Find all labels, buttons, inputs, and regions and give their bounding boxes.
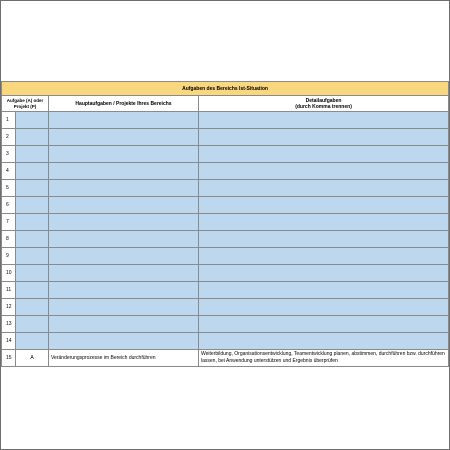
- main-task-cell[interactable]: [49, 231, 199, 248]
- row-number: 11: [2, 282, 16, 299]
- task-type-cell[interactable]: [16, 231, 49, 248]
- header-row: [2, 96, 449, 112]
- detail-task-cell[interactable]: Weiterbildung, Organisationsentwicklung, Teamentwicklung planen, abstimmen, durchführen bzw. durchführen lassen, bei Anwendung unterstützen und Ergebnis überprüfen: [199, 350, 449, 367]
- table-row: [2, 214, 449, 231]
- detail-task-cell[interactable]: [199, 112, 449, 129]
- task-type-cell[interactable]: [16, 282, 49, 299]
- table-row: [2, 316, 449, 333]
- table-row: [2, 248, 449, 265]
- table-row: [2, 197, 449, 214]
- task-type-cell[interactable]: [16, 299, 49, 316]
- detail-task-cell[interactable]: [199, 129, 449, 146]
- detail-task-cell[interactable]: [199, 197, 449, 214]
- detail-task-cell[interactable]: [199, 299, 449, 316]
- main-task-cell[interactable]: [49, 282, 199, 299]
- task-type-cell[interactable]: [16, 316, 49, 333]
- table-row: [2, 146, 449, 163]
- detail-task-cell[interactable]: [199, 282, 449, 299]
- task-type-cell[interactable]: [16, 248, 49, 265]
- header-task-type: Aufgabe (A) oder Projekt (P): [2, 96, 49, 112]
- task-type-cell[interactable]: [16, 214, 49, 231]
- table-row: [2, 129, 449, 146]
- detail-task-cell[interactable]: [199, 248, 449, 265]
- main-task-cell[interactable]: [49, 299, 199, 316]
- main-task-cell[interactable]: [49, 129, 199, 146]
- header-main-tasks: Hauptaufgaben / Projekte Ihres Bereichs: [49, 96, 199, 112]
- table-row: [2, 265, 449, 282]
- task-type-cell[interactable]: [16, 146, 49, 163]
- task-type-cell[interactable]: A: [16, 350, 49, 367]
- detail-task-cell[interactable]: [199, 146, 449, 163]
- task-type-cell[interactable]: [16, 333, 49, 350]
- header-detail-tasks: [199, 96, 449, 112]
- detail-task-cell[interactable]: [199, 214, 449, 231]
- main-task-cell[interactable]: [49, 146, 199, 163]
- task-type-cell[interactable]: [16, 129, 49, 146]
- table-row: [2, 350, 449, 367]
- row-number: 5: [2, 180, 16, 197]
- tasks-table: [1, 81, 449, 367]
- row-number: 2: [2, 129, 16, 146]
- detail-task-cell[interactable]: [199, 265, 449, 282]
- row-number: 15: [2, 350, 16, 367]
- row-number: 4: [2, 163, 16, 180]
- row-number: 3: [2, 146, 16, 163]
- table-row: [2, 282, 449, 299]
- detail-task-cell[interactable]: [199, 231, 449, 248]
- main-task-cell[interactable]: [49, 197, 199, 214]
- task-type-cell[interactable]: [16, 197, 49, 214]
- detail-task-cell[interactable]: [199, 180, 449, 197]
- main-task-cell[interactable]: [49, 248, 199, 265]
- main-task-cell[interactable]: [49, 265, 199, 282]
- title-row: [2, 82, 449, 96]
- task-type-cell[interactable]: [16, 163, 49, 180]
- row-number: 13: [2, 316, 16, 333]
- detail-task-cell[interactable]: [199, 163, 449, 180]
- detail-task-cell[interactable]: [199, 316, 449, 333]
- table-row: [2, 180, 449, 197]
- table-row: [2, 231, 449, 248]
- main-task-cell[interactable]: [49, 180, 199, 197]
- main-task-cell[interactable]: [49, 163, 199, 180]
- detail-task-cell[interactable]: [199, 333, 449, 350]
- row-number: 7: [2, 214, 16, 231]
- main-task-cell[interactable]: [49, 112, 199, 129]
- row-number: 6: [2, 197, 16, 214]
- table-row: [2, 112, 449, 129]
- task-type-cell[interactable]: [16, 112, 49, 129]
- table-row: [2, 333, 449, 350]
- row-number: 9: [2, 248, 16, 265]
- main-task-cell[interactable]: [49, 214, 199, 231]
- task-type-cell[interactable]: [16, 265, 49, 282]
- table-row: [2, 299, 449, 316]
- header-detail-hint: (durch Komma trennen): [295, 103, 352, 110]
- row-number: 14: [2, 333, 16, 350]
- main-task-cell[interactable]: [49, 333, 199, 350]
- table-row: [2, 163, 449, 180]
- header-detail-title: Detailaufgaben: [305, 97, 342, 104]
- main-task-cell[interactable]: Veränderungsprozesse im Bereich durchführen: [49, 350, 199, 367]
- main-task-cell[interactable]: [49, 316, 199, 333]
- row-number: 1: [2, 112, 16, 129]
- table-title: Aufgaben des Bereichs Ist-Situation: [2, 82, 449, 96]
- row-number: 12: [2, 299, 16, 316]
- row-number: 10: [2, 265, 16, 282]
- row-number: 8: [2, 231, 16, 248]
- task-type-cell[interactable]: [16, 180, 49, 197]
